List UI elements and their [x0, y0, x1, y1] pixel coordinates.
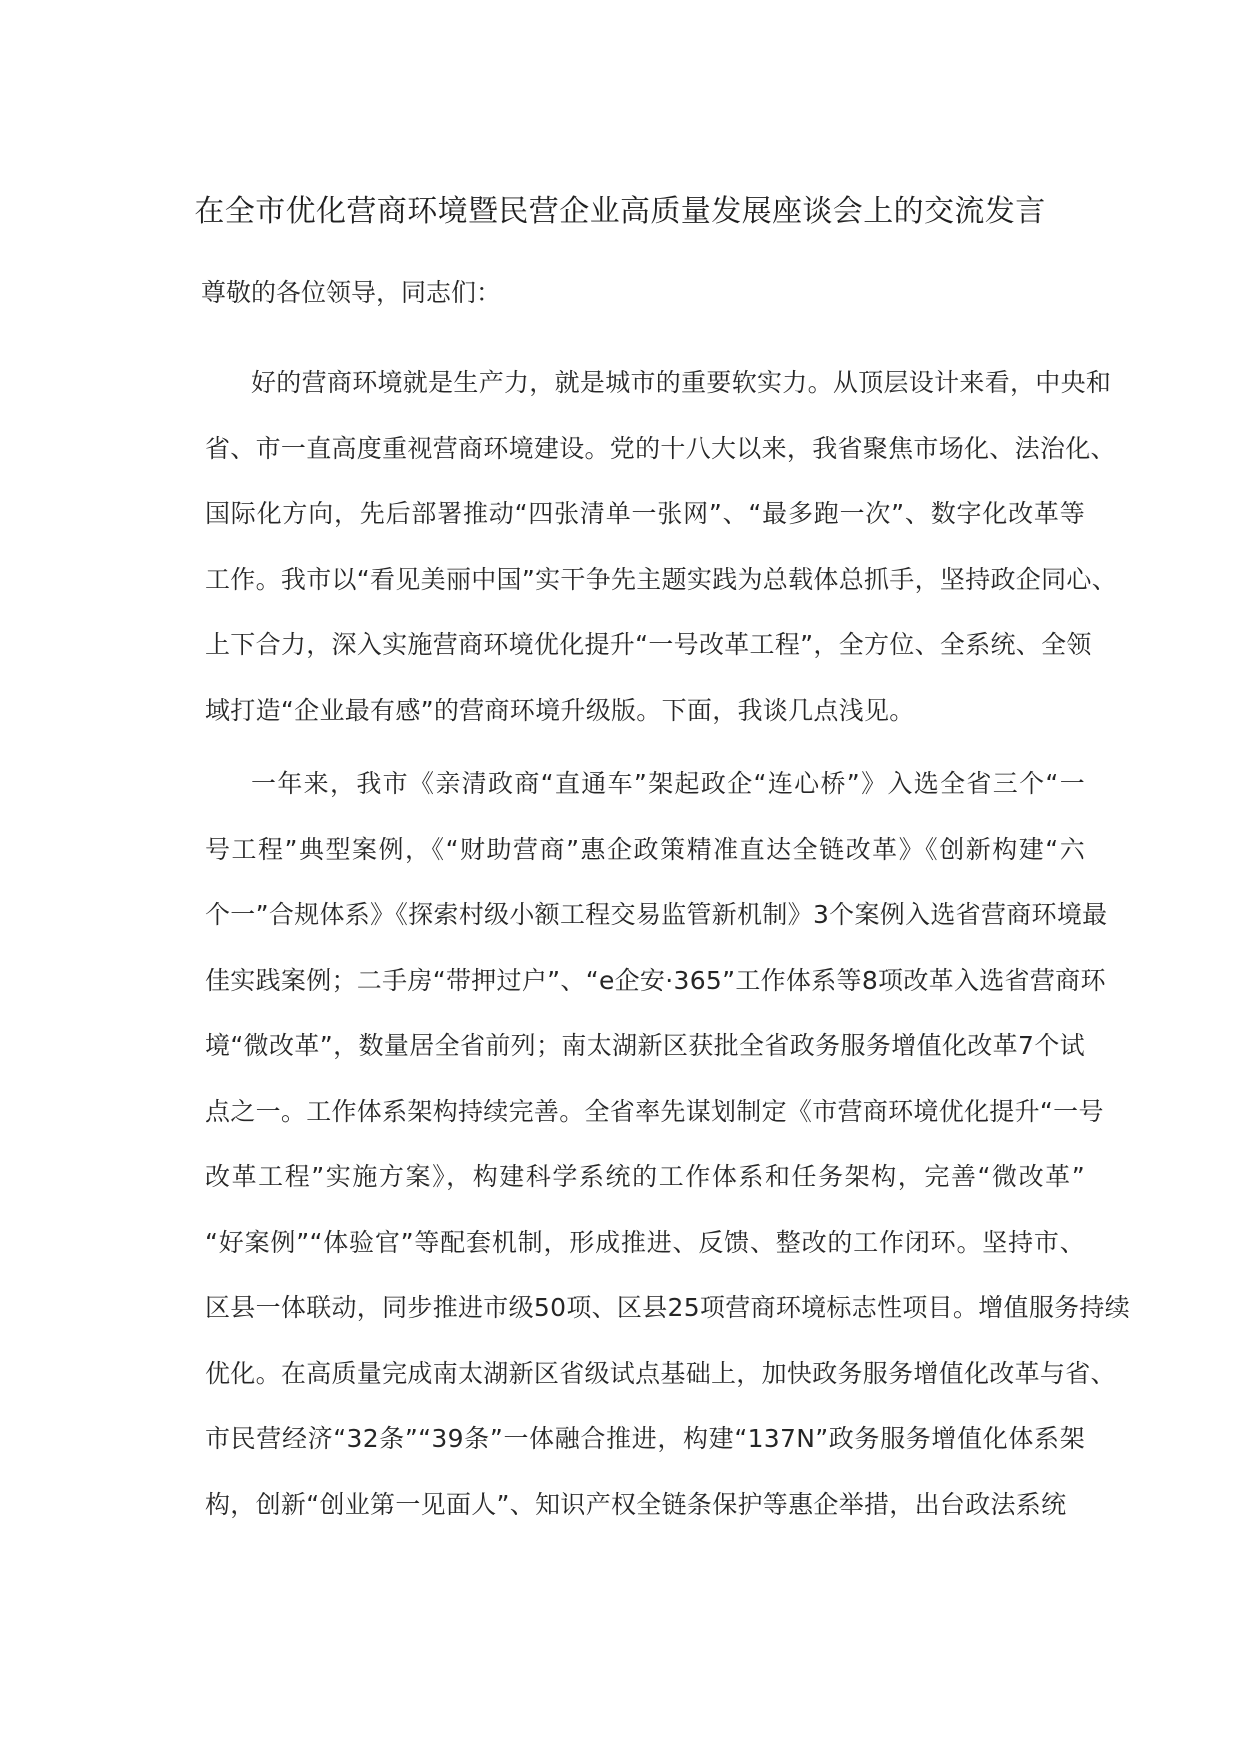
text-line: 域打造“企业最有感”的营商环境升级版。下面，我谈几点浅见。 — [205, 695, 915, 725]
text-line: 省、市一直高度重视营商环境建设。党的十八大以来，我省聚焦市场化、法治化、 — [205, 433, 1116, 463]
salutation: 尊敬的各位领导，同志们： — [201, 278, 502, 307]
text-line: 个一”合规体系》《探索村级小额工程交易监管新机制》3个案例入选省营商环境最 — [205, 900, 1108, 929]
paragraph-2 — [155, 751, 1131, 1537]
text-line: 市民营经济“32条”“39条”一体融合推进，构建“137N”政务服务增值化体系架 — [205, 1424, 1085, 1453]
text-line: 好的营商环境就是生产力，就是城市的重要软实力。从顶层设计来看，中央和 — [251, 368, 1112, 397]
text-line: 国际化方向，先后部署推动“四张清单一张网”、“最多跑一次”、数字化改革等 — [205, 499, 1085, 528]
text-line: 优化。在高质量完成南太湖新区省级试点基础上，加快政务服务增值化改革与省、 — [205, 1358, 1116, 1388]
text-line: 区县一体联动，同步推进市级50项、区县25项营商环境标志性项目。增值服务持续 — [205, 1293, 1131, 1322]
document-body — [155, 350, 1131, 1537]
text-line: 改革工程”实施方案》，构建科学系统的工作体系和任务架构，完善“微改革” — [205, 1162, 1085, 1191]
paragraph-1 — [155, 350, 1118, 743]
text-line: 佳实践案例；二手房“带押过户”、“e企安·365”工作体系等8项改革入选省营商环 — [205, 965, 1106, 995]
text-line: 一年来，我市《亲清政商“直通车”架起政企“连心桥”》入选全省三个“一 — [251, 769, 1085, 798]
text-line: 点之一。工作体系架构持续完善。全省率先谋划制定《市营商环境优化提升“一号 — [205, 1096, 1104, 1126]
document-title: 在全市优化营商环境暨民营企业高质量发展座谈会上的交流发言 — [194, 194, 1046, 229]
text-line: 上下合力，深入实施营商环境优化提升“一号改革工程”，全方位、全系统、全领 — [205, 630, 1092, 659]
text-line: 工作。我市以“看见美丽中国”实干争先主题实践为总载体总抓手，坚持政企同心、 — [205, 564, 1118, 594]
text-line: 境“微改革”，数量居全省前列；南太湖新区获批全省政务服务增值化改革7个试 — [205, 1031, 1085, 1060]
text-line: 构，创新“创业第一见面人”、知识产权全链条保护等惠企举措，出台政法系统 — [205, 1489, 1067, 1519]
text-line: “好案例”“体验官”等配套机制，形成推进、反馈、整改的工作闭环。坚持市、 — [205, 1227, 1085, 1257]
text-line: 号工程”典型案例，《“财助营商”惠企政策精准直达全链改革》《创新构建“六 — [205, 834, 1085, 864]
